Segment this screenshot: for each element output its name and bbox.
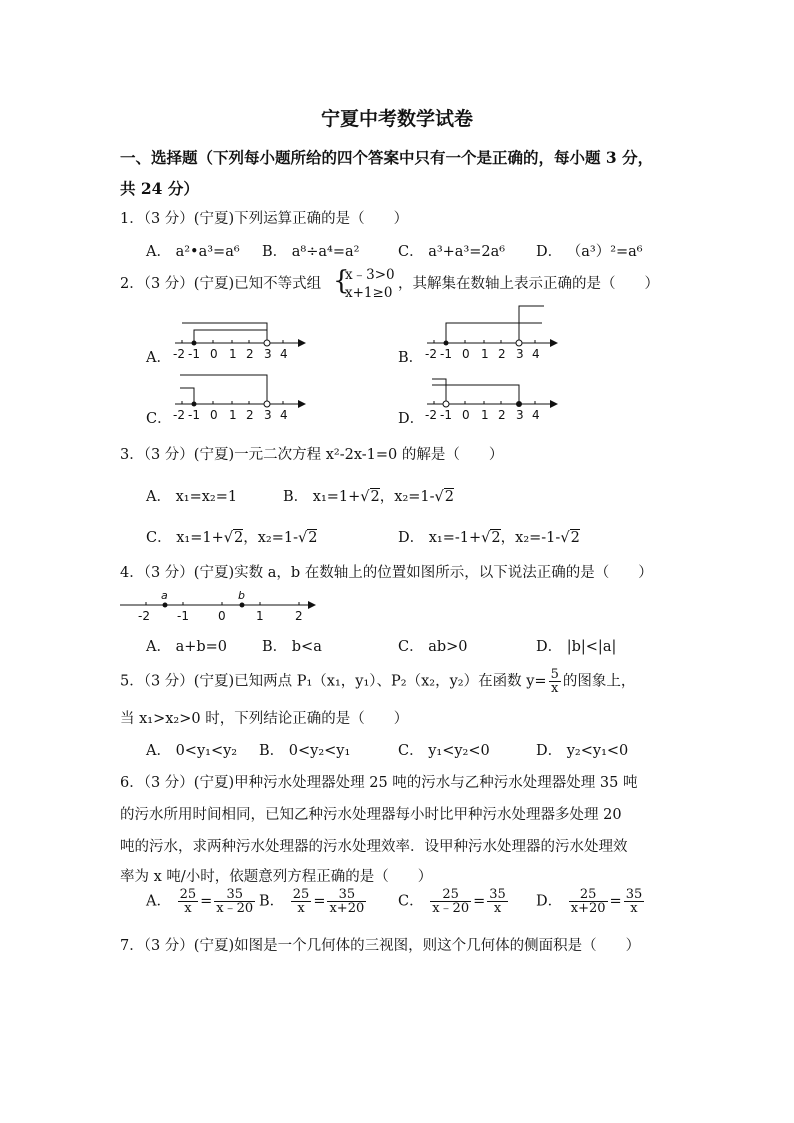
point-b xyxy=(240,603,245,608)
tick-label: -1 xyxy=(188,347,200,361)
question-5-stem: 5．（3 分）(宁夏)已知两点 P₁（x₁，y₁）、P₂（x₂，y₂）在函数 y= $\frac{5}{x}$ 的图象上， xyxy=(120,667,636,696)
question-2-stem-post: ，其解集在数轴上表示正确的是（ ） xyxy=(398,276,659,292)
question-6-line-2: 的污水所用时间相同，已知乙种污水处理器每小时比甲种污水处理器多处理 20 xyxy=(120,807,622,823)
q4-option-b: B． b<a xyxy=(262,639,322,655)
tick-label: 2 xyxy=(295,609,303,623)
q4-number-line xyxy=(118,588,328,624)
tick-label: 0 xyxy=(462,408,470,422)
tick-label: -2 xyxy=(425,347,437,361)
q3-option-b: B． x₁=1+√2，x₂=1-√2 xyxy=(283,489,455,505)
tick-label: 4 xyxy=(532,347,540,361)
tick-label: 3 xyxy=(264,408,272,422)
q6-option-d: D． $\frac{25}{x+20}$ = $\frac{35}{x}$ xyxy=(536,887,643,916)
tick-label: 0 xyxy=(210,347,218,361)
tick-label: 4 xyxy=(280,408,288,422)
q2-number-line-b xyxy=(422,298,562,365)
tick-label: 3 xyxy=(516,347,524,361)
tick-label: 4 xyxy=(280,347,288,361)
tick-label: -1 xyxy=(177,609,189,623)
tick-label: 1 xyxy=(229,408,237,422)
system-inequality-2: x+1≥0 xyxy=(345,285,393,301)
section-heading-cont: 共 24 分） xyxy=(120,179,199,198)
q4-option-d: D． |b|<|a| xyxy=(536,639,617,655)
question-4-stem: 4．（3 分）(宁夏)实数 a，b 在数轴上的位置如图所示，以下说法正确的是（ ） xyxy=(120,565,653,581)
q2-number-line-a xyxy=(170,305,310,365)
q3-option-d: D． x₁=-1+√2，x₂=-1-√2 xyxy=(398,530,580,546)
tick-label: -1 xyxy=(188,408,200,422)
tick-label: 1 xyxy=(229,347,237,361)
tick-label: 2 xyxy=(246,347,254,361)
question-6-line-4: 率为 x 吨/小时，依题意列方程正确的是（ ） xyxy=(120,869,433,885)
tick-label: -2 xyxy=(173,408,185,422)
tick-label: -2 xyxy=(138,609,150,623)
q3-option-a: A． x₁=x₂=1 xyxy=(146,489,238,505)
q4-option-c: C． ab>0 xyxy=(398,639,468,655)
q1-option-c: C． a³+a³=2a⁶ xyxy=(398,244,506,260)
q5-option-b: B． 0<y₂<y₁ xyxy=(259,743,351,759)
point-a-label: a xyxy=(161,589,168,602)
system-inequality-1: x﹣3>0 xyxy=(345,267,395,283)
q2-number-line-c xyxy=(170,368,310,426)
point-b-label: b xyxy=(238,589,245,602)
tick-label: 2 xyxy=(498,408,506,422)
tick-label: -2 xyxy=(173,347,185,361)
question-6-line-1: 6．（3 分）(宁夏)甲种污水处理器处理 25 吨的污水与乙种污水处理器处理 35 吨 xyxy=(120,775,638,791)
q2-option-d-label: D． xyxy=(398,411,425,427)
fraction-5-over-x: $\frac{5}{x}$ xyxy=(550,667,559,696)
q6-option-b: B． $\frac{25}{x}$ = $\frac{35}{x+20}$ xyxy=(259,887,365,916)
tick-label: 0 xyxy=(210,408,218,422)
question-5-stem-cont: 当 x₁>x₂>0 时，下列结论正确的是（ ） xyxy=(120,711,409,727)
tick-label: -2 xyxy=(425,408,437,422)
tick-label: 1 xyxy=(256,609,264,623)
q6-option-a: A． $\frac{25}{x}$ = $\frac{35}{x﹣20}$ xyxy=(146,887,254,916)
point-a xyxy=(163,603,168,608)
section-heading: 一、选择题（下列每小题所给的四个答案中只有一个是正确的，每小题 3 分， xyxy=(120,148,654,167)
q1-option-a: A． a²•a³=a⁶ xyxy=(146,244,240,260)
q5-option-c: C． y₁<y₂<0 xyxy=(398,743,490,759)
q5-option-d: D． y₂<y₁<0 xyxy=(536,743,629,759)
tick-label: 3 xyxy=(516,408,524,422)
question-1-stem: 1．（3 分）(宁夏)下列运算正确的是（ ） xyxy=(120,211,409,227)
tick-label: 0 xyxy=(462,347,470,361)
tick-label: 4 xyxy=(532,408,540,422)
question-3-stem: 3．（3 分）(宁夏)一元二次方程 x²-2x-1=0 的解是（ ） xyxy=(120,447,504,463)
tick-label: 1 xyxy=(481,347,489,361)
q6-option-c: C． $\frac{25}{x﹣20}$ = $\frac{35}{x}$ xyxy=(398,887,506,916)
q1-option-b: B． a⁸÷a⁴=a² xyxy=(262,244,360,260)
q2-number-line-d xyxy=(422,368,562,426)
tick-label: 3 xyxy=(264,347,272,361)
tick-label: 1 xyxy=(481,408,489,422)
q2-option-a-label: A． xyxy=(146,350,171,366)
q2-option-b-label: B． xyxy=(398,350,424,366)
tick-label: 2 xyxy=(246,408,254,422)
question-2-stem-pre: 2．（3 分）(宁夏)已知不等式组 xyxy=(120,276,322,292)
q2-option-c-label: C． xyxy=(146,411,172,427)
q3-option-c: C． x₁=1+√2，x₂=1-√2 xyxy=(146,530,318,546)
tick-label: 0 xyxy=(218,609,226,623)
tick-label: -1 xyxy=(440,408,452,422)
question-6-line-3: 吨的污水，求两种污水处理器的污水处理效率．设甲种污水处理器的污水处理效 xyxy=(120,839,628,855)
tick-label: 2 xyxy=(498,347,506,361)
q1-option-d: D． （a³）²=a⁶ xyxy=(536,244,643,260)
question-7-stem: 7．（3 分）(宁夏)如图是一个几何体的三视图，则这个几何体的侧面积是（ ） xyxy=(120,938,641,954)
tick-label: -1 xyxy=(440,347,452,361)
q4-option-a: A． a+b=0 xyxy=(146,639,228,655)
q5-option-a: A． 0<y₁<y₂ xyxy=(146,743,238,759)
system-brace: { xyxy=(333,266,350,296)
page-title: 宁夏中考数学试卷 xyxy=(320,108,473,130)
